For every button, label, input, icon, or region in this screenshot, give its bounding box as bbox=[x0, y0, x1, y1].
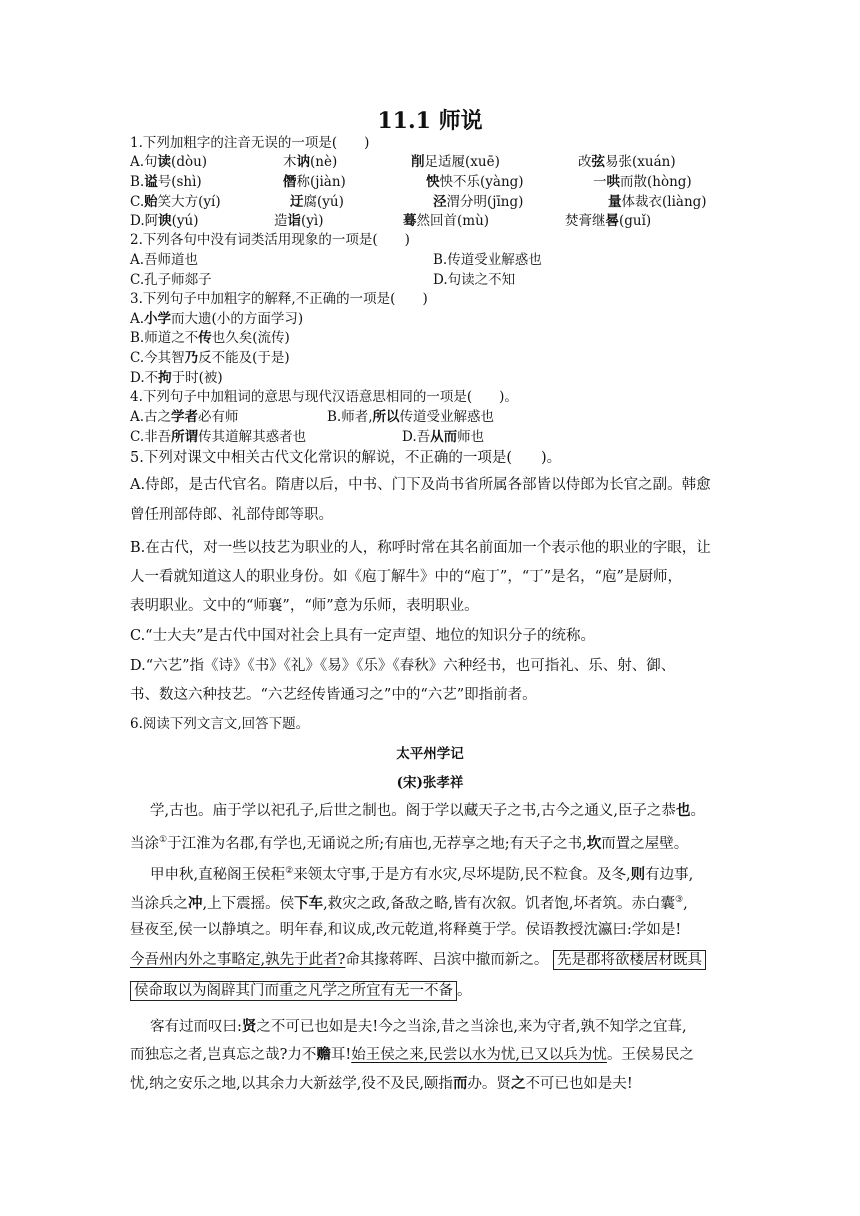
q5-option-a-line2: 曾任刑部侍郎、礼部侍郎等职。 bbox=[130, 507, 333, 523]
passage-p3-line3: 忧,纳之安乐之地,以其余力大新兹学,役不及民,颐指而办。贤之不可已也如是夫! bbox=[130, 1075, 633, 1092]
passage-author: (宋)张孝祥 bbox=[396, 775, 464, 791]
q1-option-a3: 削足适履(xuē) bbox=[411, 154, 500, 170]
q1-option-c1: C.贻笑大方(yí) bbox=[130, 194, 221, 210]
boxed-sentence-part2: 侯命取以为阁辟其门而重之凡学之所宜有无一不备 bbox=[130, 981, 457, 1001]
boxed-sentence-part1: 先是郡将欲楼居材既具 bbox=[553, 950, 706, 970]
q5-option-a-line1: A.侍郎，是古代官名。隋唐以后，中书、门下及尚书省所属各部皆以侍郎为长官之副。韩愈 bbox=[130, 477, 711, 493]
q1-option-a4: 改弦易张(xuán) bbox=[578, 154, 676, 170]
q2-option-d: D.句读之不知 bbox=[433, 272, 516, 288]
passage-p2-line5: 侯命取以为阁辟其门而重之凡学之所宜有无一不备 。 bbox=[130, 981, 472, 1001]
passage-p1-line1: 学,古也。庙于学以祀孔子,后世之制也。阁于学以藏天子之书,古今之通义,臣子之恭也。 bbox=[150, 802, 705, 819]
passage-p2-line3: 昼夜至,侯一以静填之。明年春,和议成,改元乾道,将释奠于学。侯语教授沈瀛曰:学如是! bbox=[130, 922, 682, 938]
q1-option-b2: 僭称(jiàn) bbox=[283, 174, 346, 190]
q1-option-a1: A.句读(dòu) bbox=[130, 154, 208, 170]
page-title: 11.1 师说 bbox=[377, 108, 483, 134]
q4-option-d: D.吾从而师也 bbox=[402, 429, 485, 445]
q5-option-b-line3: 表明职业。文中的“师襄”，“师”意为乐师，表明职业。 bbox=[130, 598, 479, 614]
q4-option-a: A.古之学者必有师 bbox=[130, 409, 239, 425]
q1-option-b4: 一哄而散(hòng) bbox=[593, 174, 692, 190]
underlined-sentence-2: 始王侯之来,民尝以水为忧,已又以兵为忧 bbox=[351, 1047, 607, 1063]
q4-option-b: B.师者,所以传道受业解惑也 bbox=[327, 409, 495, 425]
q5-option-d-line1: D.“六艺”指《诗》《书》《礼》《易》《乐》《春秋》六种经书，也可指礼、乐、射、御、 bbox=[130, 658, 676, 674]
q1-option-c2: 迂腐(yú) bbox=[290, 194, 344, 210]
q1-option-c4: 量体裁衣(liàng) bbox=[608, 194, 707, 210]
q1-option-b3: 怏怏不乐(yàng) bbox=[426, 174, 524, 190]
q2-option-b: B.传道受业解惑也 bbox=[433, 252, 542, 268]
q4-stem: 4.下列句子中加粗词的意思与现代汉语意思相同的一项是( )。 bbox=[130, 389, 518, 405]
q5-option-d-line2: 书、数这六种技艺。“六艺经传皆通习之”中的“六艺”即指前者。 bbox=[130, 687, 537, 703]
q1-option-a2: 木讷(nè) bbox=[283, 154, 338, 170]
q2-option-c: C.孔子师郯子 bbox=[130, 272, 212, 288]
passage-title: 太平州学记 bbox=[396, 746, 464, 762]
q3-stem: 3.下列句子中加粗字的解释,不正确的一项是( ) bbox=[130, 291, 428, 307]
passage-p2-line2: 当涂兵之冲,上下震摇。侯下车,救灾之政,备敌之略,皆有次叙。饥者饱,坏者筑。赤白囊③, bbox=[130, 894, 688, 912]
q2-stem: 2.下列各句中没有词类活用现象的一项是( ) bbox=[130, 232, 410, 248]
q1-stem: 1.下列加粗字的注音无误的一项是( ) bbox=[130, 135, 370, 151]
q1-option-b1: B.谥号(shì) bbox=[130, 174, 202, 190]
q5-stem: 5.下列对课文中相关古代文化常识的解说，不正确的一项是( )。 bbox=[130, 450, 562, 466]
passage-p2-line1: 甲申秋,直秘阁王侯秬②来领太守事,于是方有水灾,尽坏堤防,民不粒食。及冬,则有边事, bbox=[150, 865, 694, 883]
q1-option-c3: 泾渭分明(jīng) bbox=[433, 194, 524, 210]
q3-option-d: D.不拘于时(被) bbox=[130, 370, 223, 386]
passage-p1-line2: 当涂①于江淮为名郡,有学也,无诵说之所;有庙也,无荐享之地;有天子之书,坎而置之屋壁。 bbox=[130, 834, 689, 852]
q5-option-b-line1: B.在古代，对一些以技艺为职业的人，称呼时常在其名前面加一个表示他的职业的字眼，让 bbox=[130, 540, 711, 556]
passage-p3-line2: 而独忘之者,岂真忘之哉?力不赡耳!始王侯之来,民尝以水为忧,已又以兵为忧。王侯易民之 bbox=[130, 1046, 694, 1063]
passage-p3-line1: 客有过而叹曰:贤之不可已也如是夫!今之当涂,昔之当涂也,来为守者,孰不知学之宜葺, bbox=[150, 1018, 687, 1035]
q5-option-b-line2: 人一看就知道这人的职业身份。如《庖丁解牛》中的“庖丁”，“丁”是名，“庖”是厨师， bbox=[130, 569, 682, 585]
q3-option-c: C.今其智乃反不能及(于是) bbox=[130, 350, 290, 366]
q1-option-d2: 造诣(yì) bbox=[274, 213, 324, 229]
q3-option-b: B.师道之不传也久矣(流传) bbox=[130, 330, 290, 346]
q3-option-a: A.小学而大遗(小的方面学习) bbox=[130, 311, 304, 327]
q1-option-d1: D.阿谀(yú) bbox=[130, 213, 199, 229]
q6-stem: 6.阅读下列文言文,回答下题。 bbox=[130, 716, 310, 732]
q1-option-d4: 焚膏继晷(guǐ) bbox=[565, 213, 652, 229]
q5-option-c-line1: C.“士大夫”是古代中国对社会上具有一定声望、地位的知识分子的统称。 bbox=[130, 628, 596, 644]
q1-option-d3: 蓦然回首(mù) bbox=[403, 213, 490, 229]
underlined-sentence-1: 今吾州内外之事略定,孰先于此者? bbox=[130, 952, 346, 968]
passage-p2-line4: 今吾州内外之事略定,孰先于此者?命其掾蒋晖、吕滨中撤而新之。 先是郡将欲楼居材既具 bbox=[130, 950, 706, 970]
q2-option-a: A.吾师道也 bbox=[130, 252, 199, 268]
q4-option-c: C.非吾所谓传其道解其惑者也 bbox=[130, 429, 307, 445]
